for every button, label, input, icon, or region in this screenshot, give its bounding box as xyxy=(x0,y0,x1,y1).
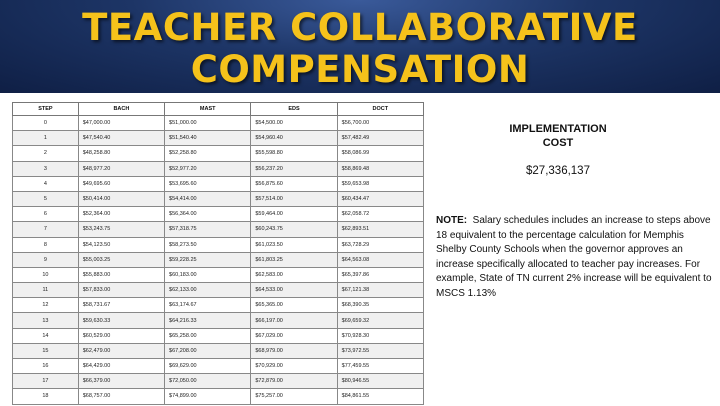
table-cell-eds: $60,243.75 xyxy=(251,222,337,237)
table-cell-doct: $67,121.38 xyxy=(337,283,423,298)
table-cell-eds: $55,598.80 xyxy=(251,146,337,161)
table-cell-mast: $65,258.00 xyxy=(165,328,251,343)
slide-title-line2: COMPENSATION xyxy=(190,48,530,91)
table-row xyxy=(13,298,424,313)
table-cell-mast: $53,695.60 xyxy=(165,176,251,191)
table-cell-mast: $60,183.00 xyxy=(165,267,251,282)
table-cell-bach: $59,630.33 xyxy=(78,313,164,328)
table-cell-step: 16 xyxy=(13,359,79,374)
table-cell-doct: $80,946.55 xyxy=(337,374,423,389)
implementation-label: IMPLEMENTATION xyxy=(509,123,607,135)
salary-schedule-table-container xyxy=(12,102,424,400)
note-label: NOTE: xyxy=(436,215,468,226)
table-cell-mast: $69,629.00 xyxy=(165,359,251,374)
table-row xyxy=(13,222,424,237)
table-row xyxy=(13,374,424,389)
slide-title-line1: TEACHER COLLABORATIVE xyxy=(82,6,638,49)
table-cell-mast: $74,899.00 xyxy=(165,389,251,404)
implementation-cost-heading xyxy=(478,122,638,150)
table-cell-mast: $58,273.50 xyxy=(165,237,251,252)
table-cell-eds: $54,500.00 xyxy=(251,116,337,131)
table-cell-mast: $51,540.40 xyxy=(165,131,251,146)
table-cell-step: 8 xyxy=(13,237,79,252)
table-cell-doct: $63,728.29 xyxy=(337,237,423,252)
table-cell-eds: $62,583.00 xyxy=(251,267,337,282)
table-cell-step: 5 xyxy=(13,191,79,206)
table-cell-eds: $61,803.25 xyxy=(251,252,337,267)
table-cell-doct: $68,390.35 xyxy=(337,298,423,313)
table-row xyxy=(13,328,424,343)
table-cell-step: 12 xyxy=(13,298,79,313)
table-cell-doct: $64,563.08 xyxy=(337,252,423,267)
table-cell-step: 18 xyxy=(13,389,79,404)
table-cell-doct: $60,434.47 xyxy=(337,191,423,206)
table-body xyxy=(13,116,424,405)
table-cell-step: 3 xyxy=(13,161,79,176)
table-cell-mast: $72,050.00 xyxy=(165,374,251,389)
table-cell-bach: $47,000.00 xyxy=(78,116,164,131)
table-cell-mast: $63,174.67 xyxy=(165,298,251,313)
table-row xyxy=(13,131,424,146)
table-cell-bach: $57,833.00 xyxy=(78,283,164,298)
table-row xyxy=(13,252,424,267)
table-cell-step: 17 xyxy=(13,374,79,389)
table-cell-doct: $58,869.48 xyxy=(337,161,423,176)
table-cell-bach: $52,364.00 xyxy=(78,207,164,222)
table-cell-step: 9 xyxy=(13,252,79,267)
table-cell-doct: $62,893.51 xyxy=(337,222,423,237)
table-cell-eds: $56,237.20 xyxy=(251,161,337,176)
table-cell-mast: $54,414.00 xyxy=(165,191,251,206)
table-cell-step: 0 xyxy=(13,116,79,131)
table-row xyxy=(13,389,424,404)
table-row xyxy=(13,237,424,252)
table-row xyxy=(13,283,424,298)
table-cell-step: 10 xyxy=(13,267,79,282)
table-cell-bach: $55,883.00 xyxy=(78,267,164,282)
column-header-step: STEP xyxy=(13,103,79,116)
table-cell-doct: $69,659.32 xyxy=(337,313,423,328)
table-cell-bach: $68,757.00 xyxy=(78,389,164,404)
table-cell-doct: $84,861.55 xyxy=(337,389,423,404)
table-cell-bach: $62,479.00 xyxy=(78,343,164,358)
table-cell-eds: $70,929.00 xyxy=(251,359,337,374)
table-cell-step: 13 xyxy=(13,313,79,328)
table-cell-mast: $51,000.00 xyxy=(165,116,251,131)
salary-schedule-table xyxy=(12,102,424,405)
table-cell-bach: $48,977.20 xyxy=(78,161,164,176)
table-cell-step: 15 xyxy=(13,343,79,358)
table-cell-bach: $66,379.00 xyxy=(78,374,164,389)
table-cell-bach: $60,529.00 xyxy=(78,328,164,343)
title-banner xyxy=(0,0,720,93)
table-row xyxy=(13,191,424,206)
implementation-cost-value: $27,336,137 xyxy=(526,165,590,177)
table-cell-bach: $47,540.40 xyxy=(78,131,164,146)
table-cell-bach: $53,243.75 xyxy=(78,222,164,237)
table-cell-step: 4 xyxy=(13,176,79,191)
column-header-bach: BACH xyxy=(78,103,164,116)
table-cell-eds: $67,029.00 xyxy=(251,328,337,343)
table-cell-doct: $59,653.98 xyxy=(337,176,423,191)
table-row xyxy=(13,146,424,161)
table-cell-doct: $73,972.55 xyxy=(337,343,423,358)
table-cell-doct: $57,482.49 xyxy=(337,131,423,146)
table-row xyxy=(13,207,424,222)
table-cell-doct: $58,086.99 xyxy=(337,146,423,161)
table-row xyxy=(13,359,424,374)
table-cell-mast: $67,208.00 xyxy=(165,343,251,358)
table-cell-bach: $58,731.67 xyxy=(78,298,164,313)
table-cell-step: 14 xyxy=(13,328,79,343)
table-cell-eds: $54,960.40 xyxy=(251,131,337,146)
table-cell-eds: $59,464.00 xyxy=(251,207,337,222)
cost-label: COST xyxy=(542,137,574,149)
table-cell-step: 11 xyxy=(13,283,79,298)
table-cell-doct: $56,700.00 xyxy=(337,116,423,131)
column-header-mast: MAST xyxy=(165,103,251,116)
table-cell-bach: $48,258.80 xyxy=(78,146,164,161)
table-cell-mast: $64,216.33 xyxy=(165,313,251,328)
table-row xyxy=(13,343,424,358)
table-cell-bach: $64,429.00 xyxy=(78,359,164,374)
table-cell-eds: $57,514.00 xyxy=(251,191,337,206)
table-cell-bach: $54,123.50 xyxy=(78,237,164,252)
table-cell-mast: $57,318.75 xyxy=(165,222,251,237)
table-cell-mast: $56,364.00 xyxy=(165,207,251,222)
table-cell-eds: $72,879.00 xyxy=(251,374,337,389)
note-paragraph xyxy=(436,214,712,302)
table-cell-eds: $56,875.60 xyxy=(251,176,337,191)
column-header-doct: DOCT xyxy=(337,103,423,116)
table-row xyxy=(13,176,424,191)
table-cell-doct: $62,058.72 xyxy=(337,207,423,222)
table-cell-bach: $55,003.25 xyxy=(78,252,164,267)
table-cell-doct: $70,928.30 xyxy=(337,328,423,343)
table-cell-step: 6 xyxy=(13,207,79,222)
table-cell-step: 7 xyxy=(13,222,79,237)
table-cell-doct: $77,459.55 xyxy=(337,359,423,374)
table-cell-bach: $49,695.60 xyxy=(78,176,164,191)
table-row xyxy=(13,267,424,282)
table-cell-eds: $68,979.00 xyxy=(251,343,337,358)
table-header-row xyxy=(13,103,424,116)
table-cell-eds: $66,197.00 xyxy=(251,313,337,328)
table-cell-step: 2 xyxy=(13,146,79,161)
table-cell-mast: $52,977.20 xyxy=(165,161,251,176)
table-cell-eds: $75,257.00 xyxy=(251,389,337,404)
table-cell-mast: $52,258.80 xyxy=(165,146,251,161)
table-cell-eds: $61,023.50 xyxy=(251,237,337,252)
column-header-eds: EDS xyxy=(251,103,337,116)
table-cell-eds: $64,533.00 xyxy=(251,283,337,298)
table-cell-mast: $59,228.25 xyxy=(165,252,251,267)
table-cell-eds: $65,365.00 xyxy=(251,298,337,313)
table-row xyxy=(13,161,424,176)
table-cell-bach: $50,414.00 xyxy=(78,191,164,206)
note-text: Salary schedules includes an increase to steps above 18 equivalent to the percentage calculation for Memphis Shelby County Schools when the governor approves an increase specifically allocated to teacher pay increases. For example, State of TN current 2% increase will be equivalent to MSCS 1.13% xyxy=(436,215,712,299)
table-row xyxy=(13,116,424,131)
table-cell-mast: $62,133.00 xyxy=(165,283,251,298)
table-row xyxy=(13,313,424,328)
table-cell-step: 1 xyxy=(13,131,79,146)
table-cell-doct: $65,397.86 xyxy=(337,267,423,282)
